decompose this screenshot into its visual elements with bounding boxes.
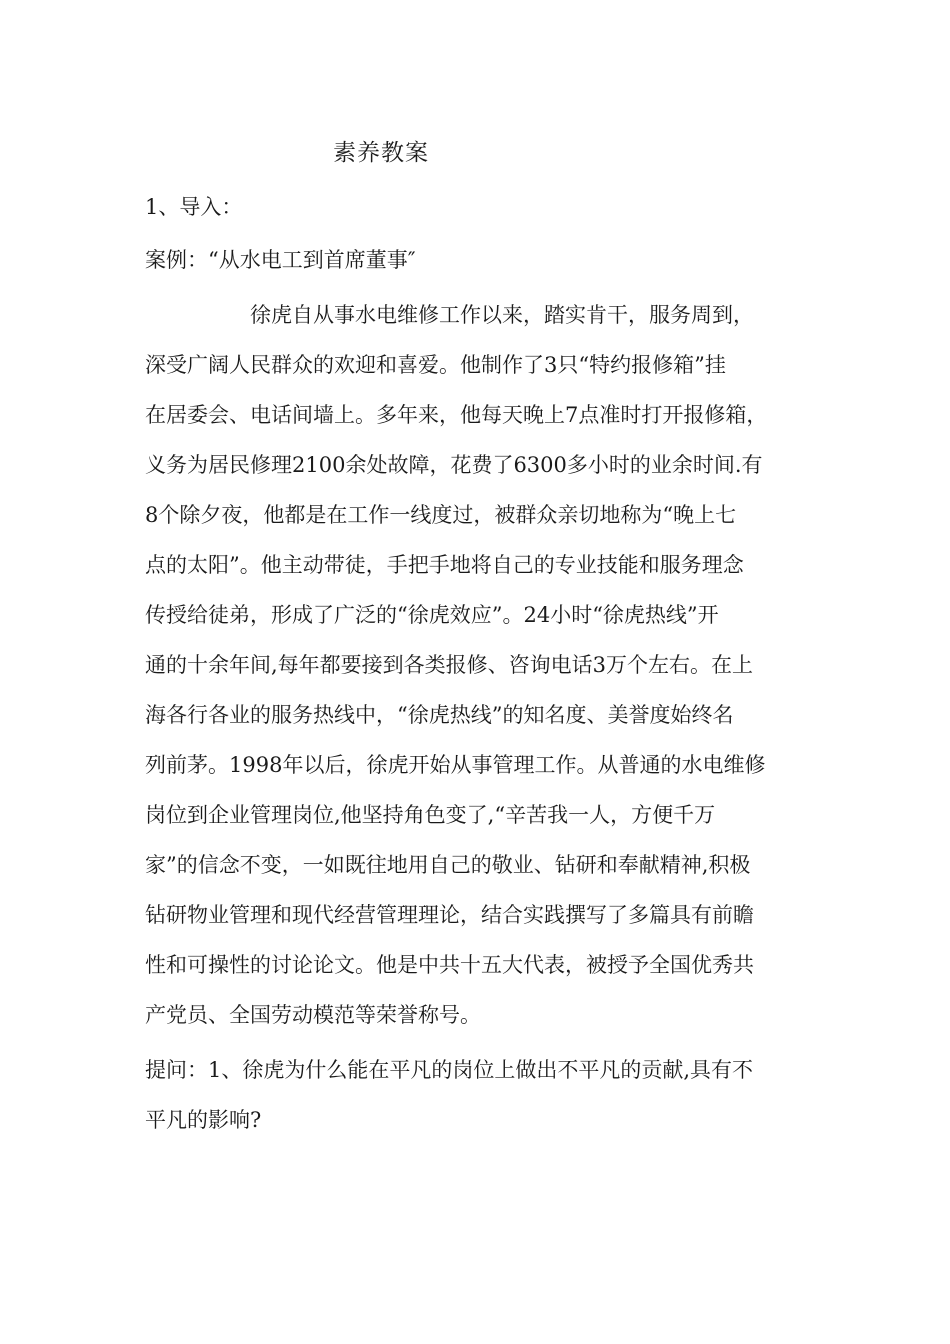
case-heading: 案例：“从水电工到首席董事″ xyxy=(145,248,416,272)
body-line: 8个除夕夜，他都是在工作一线度过，被群众亲切地称为“晚上七 xyxy=(145,503,737,527)
body-line: 传授给徒弟，形成了广泛的“徐虎效应”。24小时“徐虎热线”开 xyxy=(145,603,719,627)
body-line: 性和可操性的讨论论文。他是中共十五大代表，被授予全国优秀共 xyxy=(145,953,754,977)
body-line: 通的十余年间,每年都要接到各类报修、咨询电话3万个左右。在上 xyxy=(145,653,754,677)
question-line: 提问：1、徐虎为什么能在平凡的岗位上做出不平凡的贡献,具有不 xyxy=(145,1058,754,1082)
body-line: 深受广阔人民群众的欢迎和喜爱。他制作了3只“特约报修箱”挂 xyxy=(145,353,726,377)
body-line: 列前茅。1998年以后，徐虎开始从事管理工作。从普通的水电维修 xyxy=(145,753,766,777)
question-line: 平凡的影响? xyxy=(145,1108,262,1132)
body-line: 海各行各业的服务热线中，“徐虎热线”的知名度、美誉度始终名 xyxy=(145,703,734,727)
body-line: 钻研物业管理和现代经营管理理论，结合实践撰写了多篇具有前瞻 xyxy=(145,903,754,927)
body-line: 岗位到企业管理岗位,他坚持角色变了,“辛苦我一人，方便千万 xyxy=(145,803,716,827)
body-line: 点的太阳”。他主动带徒，手把手地将自己的专业技能和服务理念 xyxy=(145,553,744,577)
body-line: 家”的信念不变，一如既往地用自己的敬业、钻研和奉献精神,积极 xyxy=(145,853,751,877)
body-line: 在居委会、电话间墙上。多年来，他每天晚上7点准时打开报修箱， xyxy=(145,403,768,427)
body-line: 产党员、全国劳动模范等荣誉称号。 xyxy=(145,1003,481,1027)
body-line: 义务为居民修理2100余处故障，花费了6300多小时的业余时间.有 xyxy=(145,453,763,477)
document-title: 素养教案 xyxy=(333,140,429,166)
body-line: 徐虎自从事水电维修工作以来，踏实肯干，服务周到， xyxy=(145,303,754,327)
section-heading: 1、导入： xyxy=(145,195,243,219)
